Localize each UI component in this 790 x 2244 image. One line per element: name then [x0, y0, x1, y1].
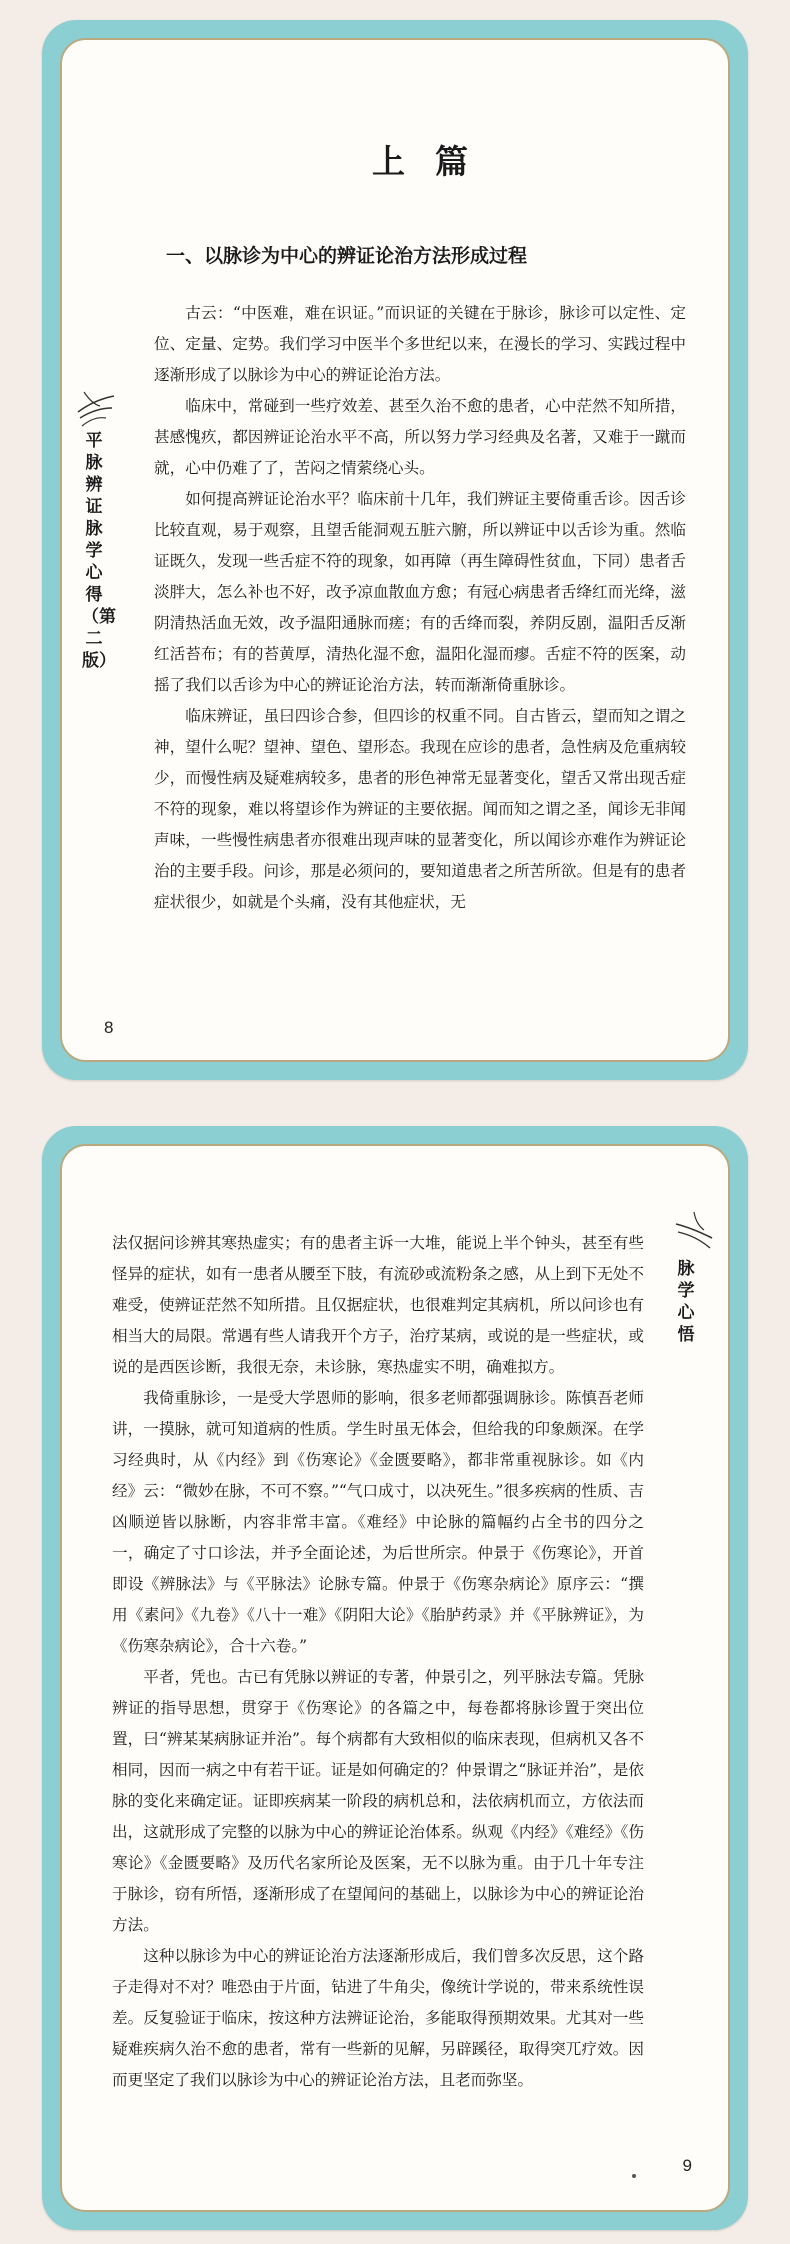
running-head: 脉学心悟: [677, 1259, 695, 1345]
section-heading: 一、以脉诊为中心的辨证论治方法形成过程: [166, 245, 528, 267]
page-number: 9: [682, 2156, 692, 2175]
bamboo-leaf-icon: [674, 1208, 714, 1258]
paragraph: 临床辨证，虽曰四诊合参，但四诊的权重不同。自古皆云，望而知之谓之神，望什么呢？望神、望色、望形态。我现在应诊的患者，急性病及危重病较少，而慢性病及疑难病较多，患者的形色神常无显著变化，望舌又常出现舌症不符的现象，难以将望诊作为辨证的主要依据。闻而知之谓之圣，闻诊无非闻声味，一些慢性病患者亦很难出现声味的显著变化，所以闻诊亦难作为辨证论治的主要手段。问诊，那是必须问的，要知道患者之所苦所欲。但是有的患者症状很少，如就是个头痛，没有其他症状，无: [154, 707, 686, 911]
page-paper: [60, 1144, 730, 2212]
page-card-bottom: [42, 1126, 748, 2230]
page-content: [112, 1228, 644, 2096]
bamboo-leaf-icon: [76, 382, 116, 432]
paragraph: 法仅据问诊辨其寒热虚实；有的患者主诉一大堆，能说上半个钟头，甚至有些怪异的症状，如有一患者从腰至下肢，有流砂或流粉条之感，从上到下无处不难受，使辨证茫然不知所措。且仅据症状，也很难判定其病机，所以问诊也有相当大的局限。常遇有些人请我开个方子，治疗某病，或说的是一些症状，或说的是西医诊断，我很无奈，未诊脉，寒热虚实不明，确难拟方。: [112, 1234, 644, 1376]
paragraph: 平者，凭也。古已有凭脉以辨证的专著，仲景引之，列平脉法专篇。凭脉辨证的指导思想，贯穿于《伤寒论》的各篇之中，每卷都将脉诊置于突出位置，曰“辨某某病脉证并治”。每个病都有大致相似的临床表现，但病机又各不相同，因而一病之中有若干证。证是如何确定的？仲景谓之“脉证并治”，是依脉的变化来确定证。证即疾病某一阶段的病机总和，法依病机而立，方依法而出，这就形成了完整的以脉为中心的辨证论治体系。纵观《内经》《难经》《伤寒论》《金匮要略》及历代名家所论及医案，无不以脉为重。由于几十年专注于脉诊，窃有所悟，逐渐形成了在望闻问的基础上，以脉诊为中心的辨证论治方法。: [112, 1668, 644, 1934]
running-head: 平脉辨证脉学心得（第二版）: [82, 431, 116, 671]
paragraph: 我倚重脉诊，一是受大学恩师的影响，很多老师都强调脉诊。陈慎吾老师讲，一摸脉，就可知道病的性质。学生时虽无体会，但给我的印象颇深。在学习经典时，从《内经》到《伤寒论》《金匮要略》，都非常重视脉诊。如《内经》云：“微妙在脉，不可不察。”“气口成寸，以决死生。”很多疾病的性质、吉凶顺逆皆以脉断，内容非常丰富。《难经》中论脉的篇幅约占全书的四分之一，确定了寸口诊法，并予全面论述，为后世所宗。仲景于《伤寒论》，开首即设《辨脉法》与《平脉法》论脉专篇。仲景于《伤寒杂病论》原序云：“撰用《素问》《九卷》《八十一难》《阴阳大论》《胎胪药录》并《平脉辨证》，为《伤寒杂病论》，合十六卷。”: [112, 1389, 644, 1655]
page-card-top: [42, 20, 748, 1080]
paragraph: 古云：“中医难，难在识证。”而识证的关键在于脉诊，脉诊可以定性、定位、定量、定势。我们学习中医半个多世纪以来，在漫长的学习、实践过程中逐渐形成了以脉诊为中心的辨证论治方法。: [154, 304, 686, 384]
paragraph: 这种以脉诊为中心的辨证论治方法逐渐形成后，我们曾多次反思，这个路子走得对不对？唯恐由于片面，钻进了牛角尖，像统计学说的，带来系统性误差。反复验证于临床，按这种方法辨证论治，多能取得预期效果。尤其对一些疑难疾病久治不愈的患者，常有一些新的见解，另辟蹊径，取得突兀疗效。因而更坚定了我们以脉诊为中心的辨证论治方法，且老而弥坚。: [112, 1947, 644, 2089]
page-paper: [60, 38, 730, 1062]
page-number: 8: [104, 1018, 114, 1037]
paragraph: 如何提高辨证论治水平？临床前十几年，我们辨证主要倚重舌诊。因舌诊比较直观，易于观察，且望舌能洞观五脏六腑，所以辨证中以舌诊为重。然临证既久，发现一些舌症不符的现象，如再障（再生障碍性贫血，下同）患者舌淡胖大，怎么补也不好，改予凉血散血方愈；有冠心病患者舌绛红而光绛，滋阴清热活血无效，改予温阳通脉而瘥；有的舌绛而裂，养阴反剧，温阳舌反渐红活苔布；有的苔黄厚，清热化湿不愈，温阳化湿而瘳。舌症不符的医案，动摇了我们以舌诊为中心的辨证论治方法，转而渐渐倚重脉诊。: [154, 490, 686, 694]
part-title: 上篇: [372, 142, 498, 181]
paragraph: 临床中，常碰到一些疗效差、甚至久治不愈的患者，心中茫然不知所措，甚感愧疚，都因辨证论治水平不高，所以努力学习经典及名著，又难于一蹴而就，心中仍难了了，苦闷之情萦绕心头。: [154, 397, 686, 477]
page-content: [154, 136, 686, 918]
scan-speck: [632, 2174, 636, 2178]
